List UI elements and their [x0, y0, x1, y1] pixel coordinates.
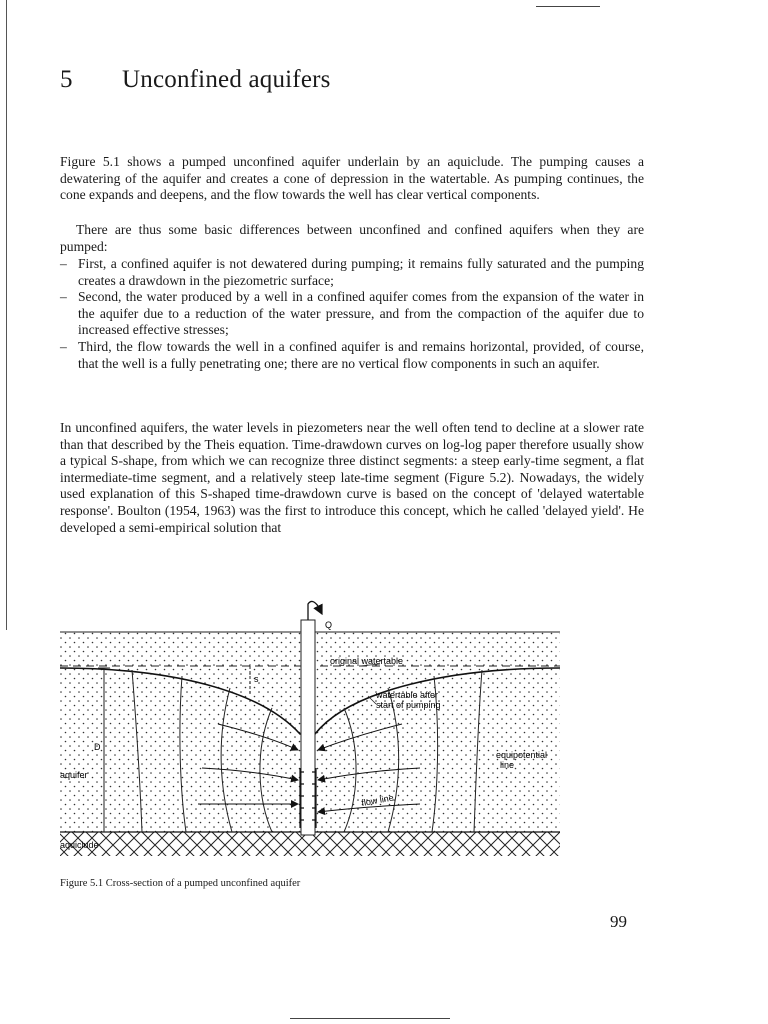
- list-item: [60, 256, 644, 289]
- thickness-label: D: [94, 742, 101, 752]
- differences-list: [60, 256, 644, 372]
- well-casing: [301, 620, 315, 835]
- equipotential-label-2: line: [500, 760, 515, 770]
- original-watertable-label: original watertable: [330, 656, 404, 666]
- drawdown-label: s: [254, 674, 259, 684]
- watertable-after-label-2: start of pumping: [376, 700, 441, 710]
- page-left-edge: [6, 0, 7, 630]
- aquiclude-label: aquiclude: [60, 840, 99, 850]
- chapter-title: Unconfined aquifers: [122, 66, 331, 93]
- list-item: [60, 339, 644, 372]
- aquiclude-layer: [60, 832, 560, 856]
- chapter-number: 5: [60, 66, 73, 93]
- list-dash: –: [60, 338, 67, 354]
- flow-line-label: flow line: [360, 792, 395, 808]
- list-dash: –: [60, 289, 67, 305]
- aquifer-label: aquifer: [60, 770, 88, 780]
- header-rule: [536, 6, 600, 7]
- list-item-text: Second, the water produced by a well in a confined aquifer comes from the expansion of the water in the aquifer due to a reduction of the water pressure, and from the compaction of the aquifer due to increased effective stresses;: [78, 289, 644, 338]
- paragraph-2: There are thus some basic differences between unconfined and confined aquifers when they are pumped:: [60, 222, 644, 254]
- discharge-label: Q: [325, 620, 333, 630]
- watertable-after-label: watertable after: [376, 690, 439, 700]
- list-dash: –: [60, 256, 67, 271]
- page-number: 99: [610, 912, 627, 931]
- paragraph-3: In unconfined aquifers, the water levels in piezometers near the well often tend to decline at a slower rate than that described by the Theis equation. Time-drawdown curves on log-log paper therefore usually show a typical S-shape, from which we can recognize three distinct segments: a steep early-time segment, a flat intermediate-time segment, and a relatively steep late-time segment (Figure 5.2). Nowadays, the widely used explanation of this S-shaped time-drawdown curve is based on the concept of 'delayed watertable response'. Boulton (1954, 1963) was the first to introduce this concept, which he called 'delayed yield'. He developed a semi-empirical solution that: [60, 420, 644, 535]
- equipotential-label: equipotential: [496, 750, 548, 760]
- aquifer-cross-section-figure: [50, 600, 570, 870]
- list-item: [60, 289, 644, 339]
- list-item-text: Third, the flow towards the well in a confined aquifer is and remains horizontal, provided, of course, that the well is a fully penetrating one; there are no vertical flow components in such an aquifer.: [78, 338, 644, 371]
- footer-rule: [290, 1018, 450, 1019]
- pump-discharge-arrow: [308, 601, 322, 620]
- paragraph-1: Figure 5.1 shows a pumped unconfined aquifer underlain by an aquiclude. The pumping causes a dewatering of the aquifer and creates a cone of depression in the watertable. As pumping continues, the cone expands and deepens, and the flow towards the well has clear vertical components.: [60, 154, 644, 203]
- figure-caption: Figure 5.1 Cross-section of a pumped unconfined aquifer: [60, 878, 301, 889]
- list-item-text: First, a confined aquifer is not dewatered during pumping; it remains fully saturated and the pumping creates a drawdown in the piezometric surface;: [78, 256, 644, 288]
